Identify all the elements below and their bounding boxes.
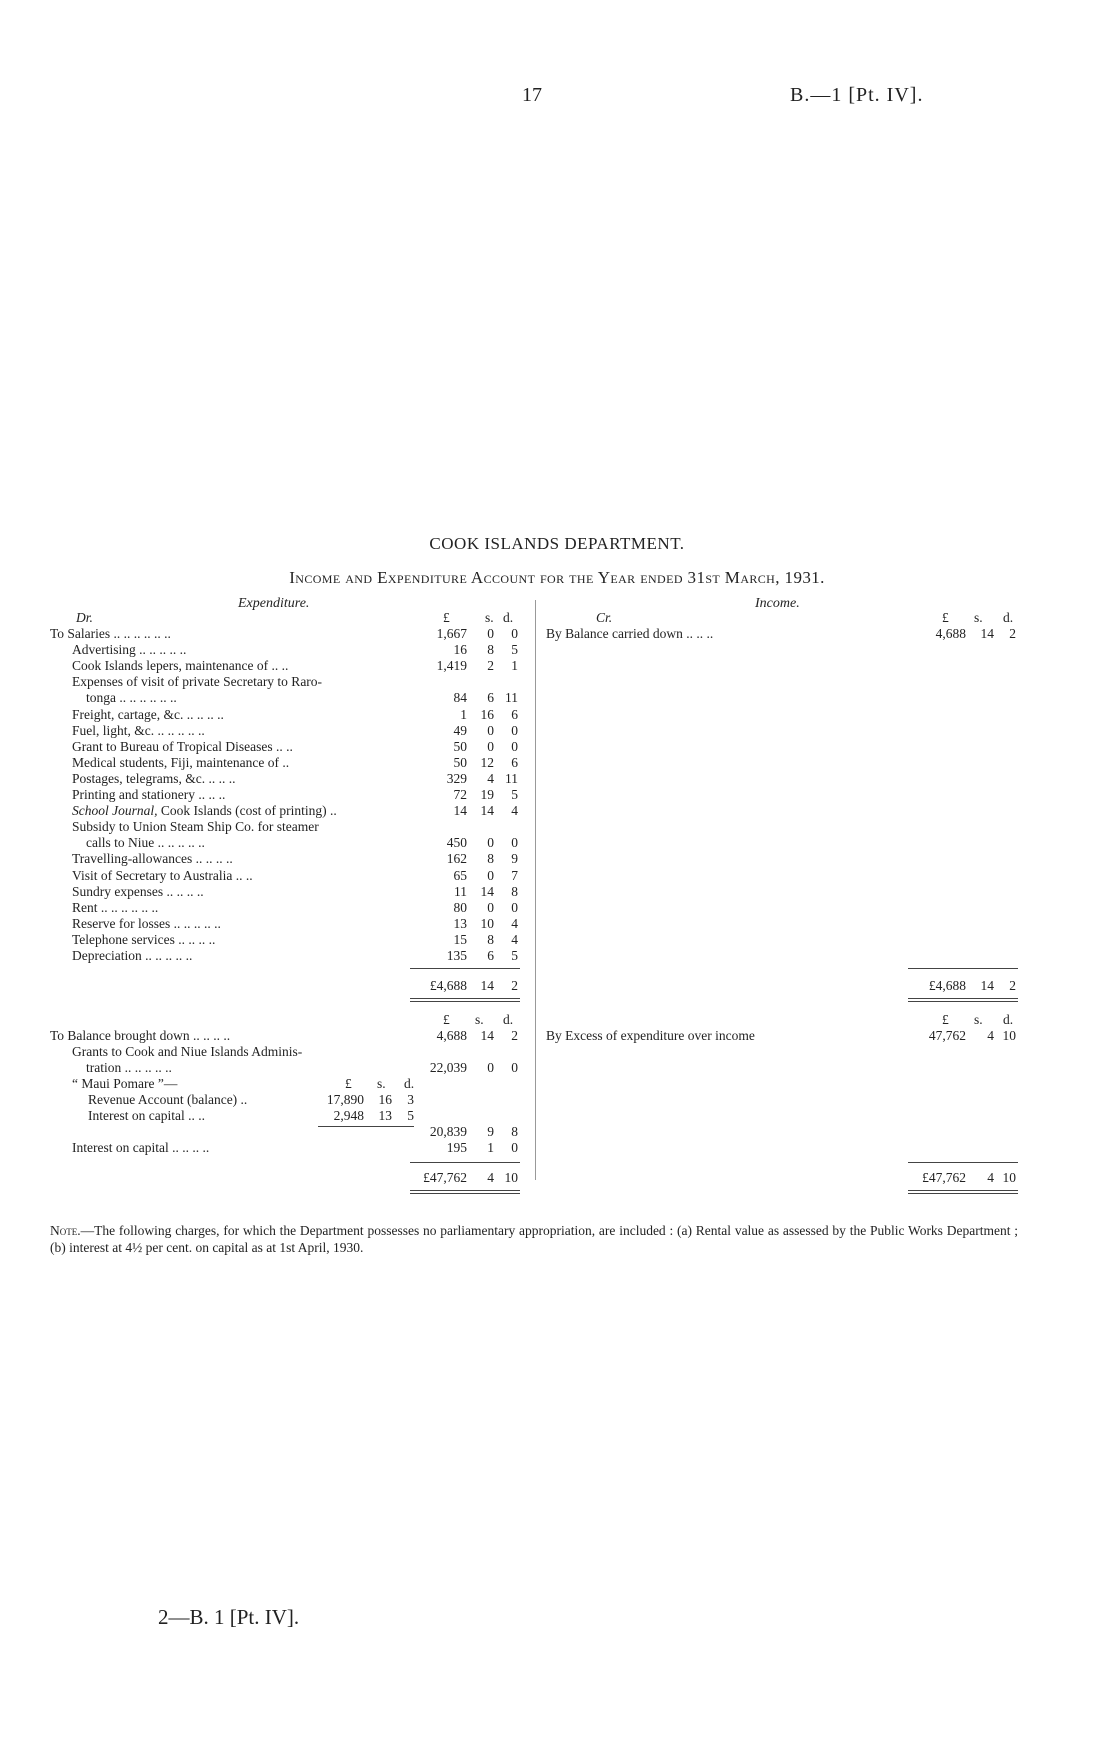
dr-label: Dr.	[76, 610, 93, 625]
expenditure-item-shillings: 0	[487, 867, 494, 883]
income-heading: Income.	[755, 596, 800, 611]
expenditure-item-label-text: Cook Islands lepers, maintenance of .. ..	[72, 658, 289, 674]
exp-total-rule-top	[410, 968, 520, 969]
account-subtitle: Income and Expenditure Account for the Year ended 31st March, 1931.	[289, 568, 825, 587]
expenditure-item-shillings: 0	[487, 738, 494, 754]
exp2-col-d: d.	[503, 1012, 514, 1027]
expenditure-item-pounds: 329	[446, 770, 467, 786]
inc2-total-rule-bottom	[908, 1190, 1018, 1191]
expenditure-item-pounds: 450	[446, 835, 467, 851]
expenditure-item-label	[72, 787, 225, 803]
expenditure-item-label-text: Subsidy to Union Steam Ship Co. for steamer	[72, 819, 319, 835]
exp-total-shillings: 14	[480, 978, 494, 993]
expenditure-item-pounds: 11	[454, 883, 467, 899]
expenditure-item-shillings: 14	[480, 803, 494, 819]
maui-col-d: d.	[404, 1076, 415, 1091]
interest-on-capital-label: Interest on capital .. .. .. ..	[72, 1140, 210, 1155]
exp2-col-s: s.	[475, 1012, 484, 1027]
expenditure-item-shillings: 6	[487, 690, 494, 706]
inc2-total-shillings: 4	[987, 1170, 994, 1185]
expenditure-item-pounds: 80	[453, 899, 467, 915]
expenditure-item-shillings: 10	[480, 915, 494, 931]
expenditure-item-pounds: 162	[446, 851, 467, 867]
expenditure-item-label-text: Depreciation .. .. .. .. ..	[72, 948, 193, 963]
exp2-total-shillings: 4	[487, 1170, 494, 1185]
balance-carried-down-pence: 2	[1009, 626, 1016, 641]
expenditure-item-shillings: 2	[487, 658, 494, 674]
expenditure-item-label-text: Cook Islands (cost of printing) ..	[157, 803, 337, 819]
maui-total-shillings: 9	[487, 1124, 494, 1139]
expenditure-item-pence: 4	[511, 915, 518, 931]
expenditure-item-label	[72, 755, 289, 771]
balance-carried-down-shillings: 14	[980, 626, 994, 641]
inc-total-shillings: 14	[980, 978, 994, 993]
exp2-total-pence: 10	[504, 1170, 518, 1185]
interest-on-capital-pence: 0	[511, 1140, 518, 1155]
exp-col-s: s.	[485, 610, 494, 625]
balance-brought-down-shillings: 14	[480, 1028, 494, 1043]
expenditure-item-label-text: Grant to Bureau of Tropical Diseases .. ..	[72, 738, 293, 754]
inc2-total-pence: 10	[1002, 1170, 1016, 1185]
revenue-pounds: 17,890	[326, 1092, 364, 1107]
expenditure-item-pence: 5	[511, 948, 518, 963]
expenditure-item-pence: 7	[511, 867, 518, 883]
expenditure-item-pence: 6	[511, 706, 518, 722]
maui-pomare-label: “ Maui Pomare ”—	[72, 1076, 178, 1091]
expenditure-item-shillings: 0	[487, 722, 494, 738]
maui-col-s: s.	[377, 1076, 386, 1091]
expenditure-item-label	[72, 642, 186, 658]
exp-col-d: d.	[503, 610, 514, 625]
expenditure-item-pence: 6	[511, 754, 518, 770]
exp-total-rule-bottom2	[410, 1001, 520, 1002]
maui-total-pence: 8	[511, 1124, 518, 1139]
expenditure-item-label	[72, 948, 192, 964]
expenditure-item-label	[72, 900, 158, 916]
expenditure-item-pounds: 15	[453, 931, 467, 947]
page-number: 17	[522, 84, 542, 106]
expenditure-item-pounds: 1,419	[436, 658, 467, 674]
expenditure-item-label	[72, 932, 215, 948]
expenditure-item-pence: 5	[511, 642, 518, 658]
inc2-total-rule-top	[908, 1162, 1018, 1163]
expenditure-item-label-text: Reserve for losses .. .. .. .. ..	[72, 915, 221, 931]
page-title: COOK ISLANDS DEPARTMENT.	[429, 534, 685, 553]
expenditure-heading: Expenditure.	[238, 596, 310, 611]
grants-label-2: tration .. .. .. .. ..	[86, 1060, 172, 1075]
exp2-total-rule-bottom2	[410, 1193, 520, 1194]
balance-brought-down-pence: 2	[511, 1028, 518, 1043]
expenditure-item-label-text: Advertising .. .. .. .. ..	[72, 642, 187, 658]
expenditure-item-label-text: Postages, telegrams, &c. .. .. ..	[72, 770, 236, 786]
expenditure-item-label-text: To Salaries .. .. .. .. .. ..	[50, 626, 171, 641]
expenditure-item-label-italic: School Journal,	[72, 803, 158, 819]
expenditure-item-shillings: 4	[487, 770, 494, 786]
expenditure-item-pence: 11	[505, 690, 518, 706]
grants-label-1: Grants to Cook and Niue Islands Adminis-	[72, 1044, 303, 1059]
interest-capital-sub-pounds: 2,948	[333, 1108, 364, 1123]
expenditure-item-pounds: 72	[453, 787, 467, 802]
exp-total-pence: 2	[511, 978, 518, 993]
expenditure-item-label	[72, 658, 288, 674]
expenditure-item-shillings: 16	[480, 706, 494, 722]
expenditure-item-pounds: 1,667	[436, 626, 467, 641]
footer-reference: 2—B. 1 [Pt. IV].	[158, 1605, 300, 1629]
expenditure-item-pounds: 50	[453, 754, 467, 770]
document-reference: B.—1 [Pt. IV].	[790, 84, 924, 106]
balance-brought-down-label: To Balance brought down .. .. .. ..	[50, 1028, 231, 1043]
interest-capital-sub-label: Interest on capital .. ..	[88, 1108, 205, 1123]
expenditure-item-label-text: Telephone services .. .. .. ..	[72, 931, 216, 947]
inc-total-rule-bottom2	[908, 1001, 1018, 1002]
exp-col-pound: £	[443, 610, 450, 625]
interest-on-capital-shillings: 1	[487, 1140, 494, 1155]
column-divider	[535, 600, 536, 1180]
expenditure-item-label	[86, 690, 177, 706]
expenditure-item-label	[72, 851, 233, 867]
expenditure-item-label	[86, 835, 205, 851]
revenue-pence: 3	[407, 1092, 414, 1107]
expenditure-item-pence: 5	[511, 787, 518, 802]
expenditure-item-pence: 11	[505, 770, 518, 786]
inc2-total-pounds: £47,762	[922, 1170, 966, 1185]
expenditure-item-label-text: calls to Niue .. .. .. .. ..	[86, 835, 205, 851]
expenditure-item-pence: 4	[511, 803, 518, 819]
balance-carried-down-pounds: 4,688	[935, 626, 966, 641]
expenditure-item-pounds: 84	[453, 690, 467, 706]
expenditure-item-label	[72, 819, 319, 835]
expenditure-item-shillings: 8	[487, 851, 494, 867]
inc-col-pound: £	[942, 610, 949, 625]
expenditure-item-pence: 0	[511, 835, 518, 851]
revenue-account-label: Revenue Account (balance) ..	[88, 1092, 248, 1107]
inc-col-d: d.	[1003, 610, 1014, 625]
expenditure-item-label	[72, 916, 221, 932]
expenditure-item-pounds: 14	[453, 803, 467, 819]
expenditure-item-label	[72, 771, 235, 787]
expenditure-item-label	[72, 803, 337, 819]
inc2-col-d: d.	[1003, 1012, 1014, 1027]
expenditure-item-shillings: 6	[487, 948, 494, 963]
expenditure-item-label	[72, 884, 204, 900]
excess-label: By Excess of expenditure over income	[546, 1028, 755, 1043]
expenditure-item-shillings: 0	[487, 835, 494, 851]
footnote	[50, 1222, 1018, 1256]
expenditure-item-shillings: 8	[487, 931, 494, 947]
exp2-total-rule-bottom	[410, 1190, 520, 1191]
expenditure-item-pence: 0	[511, 738, 518, 754]
interest-capital-sub-shillings: 13	[378, 1108, 392, 1123]
exp2-total-rule-top	[410, 1162, 520, 1163]
inc-total-pounds: £4,688	[928, 978, 966, 993]
inc-total-pence: 2	[1009, 978, 1016, 993]
expenditure-item-shillings: 19	[480, 787, 494, 802]
excess-shillings: 4	[987, 1028, 994, 1043]
grants-shillings: 0	[487, 1060, 494, 1075]
expenditure-item-pence: 4	[511, 931, 518, 947]
expenditure-item-label-text: tonga .. .. .. .. .. ..	[86, 690, 177, 706]
expenditure-item-label-text: Fuel, light, &c. .. .. .. .. ..	[72, 722, 205, 738]
inc2-total-rule-bottom2	[908, 1193, 1018, 1194]
cr-label: Cr.	[596, 610, 613, 625]
expenditure-item-label	[72, 723, 205, 739]
inc2-col-s: s.	[974, 1012, 983, 1027]
inc2-col-pound: £	[942, 1012, 949, 1027]
exp2-col-pound: £	[443, 1012, 450, 1027]
expenditure-item-pence: 9	[511, 851, 518, 867]
expenditure-item-pounds: 16	[453, 642, 467, 658]
expenditure-item-pence: 0	[511, 899, 518, 915]
expenditure-item-label	[50, 626, 171, 642]
note-lead: Note.	[50, 1223, 81, 1238]
revenue-shillings: 16	[378, 1092, 392, 1107]
expenditure-item-shillings: 0	[487, 626, 494, 641]
inc-col-s: s.	[974, 610, 983, 625]
expenditure-item-shillings: 8	[487, 642, 494, 658]
expenditure-item-pounds: 1	[460, 706, 467, 722]
grants-pounds: 22,039	[429, 1060, 467, 1075]
expenditure-item-label-text: Travelling-allowances .. .. .. ..	[72, 851, 233, 867]
expenditure-item-pounds: 65	[453, 867, 467, 883]
inc-total-rule-top	[908, 968, 1018, 969]
expenditure-item-label-text: Visit of Secretary to Australia .. ..	[72, 867, 253, 883]
expenditure-item-pounds: 49	[453, 722, 467, 738]
expenditure-item-shillings: 12	[480, 754, 494, 770]
exp-total-rule-bottom	[410, 998, 520, 999]
expenditure-item-pounds: 135	[446, 948, 467, 963]
interest-on-capital-pounds: 195	[446, 1140, 467, 1155]
expenditure-item-label	[72, 739, 293, 755]
excess-pounds: 47,762	[928, 1028, 966, 1043]
expenditure-item-label-text: Expenses of visit of private Secretary to Raro-	[72, 674, 323, 690]
grants-pence: 0	[511, 1060, 518, 1075]
inc-total-rule-bottom	[908, 998, 1018, 999]
expenditure-item-label-text: Printing and stationery .. .. ..	[72, 787, 226, 802]
expenditure-item-pounds: 13	[453, 915, 467, 931]
expenditure-item-label-text: Rent .. .. .. .. .. ..	[72, 899, 159, 915]
maui-total-pounds: 20,839	[429, 1124, 467, 1139]
expenditure-item-label	[72, 707, 224, 723]
expenditure-item-pence: 1	[511, 658, 518, 674]
expenditure-item-pence: 0	[511, 722, 518, 738]
balance-brought-down-pounds: 4,688	[436, 1028, 467, 1043]
expenditure-item-label	[72, 674, 322, 690]
expenditure-item-shillings: 0	[487, 899, 494, 915]
expenditure-item-label-text: Medical students, Fiji, maintenance of ..	[72, 754, 290, 770]
expenditure-item-label-text: Freight, cartage, &c. .. .. .. ..	[72, 706, 224, 722]
expenditure-item-pence: 0	[511, 626, 518, 641]
expenditure-item-shillings: 14	[480, 883, 494, 899]
note-text: —The following charges, for which the Department possesses no parliamentary appropriation, are included : (a) Rental value as assessed by the Public Works Department ; (b) interest at 4½ per cent. on capital as at 1st April, 1930.	[50, 1223, 1018, 1255]
interest-capital-sub-pence: 5	[407, 1108, 414, 1123]
exp2-total-pounds: £47,762	[423, 1170, 467, 1185]
exp-total-pounds: £4,688	[429, 978, 467, 993]
expenditure-item-label-text: Sundry expenses .. .. .. ..	[72, 883, 204, 899]
balance-carried-down-label: By Balance carried down .. .. ..	[546, 626, 714, 641]
maui-subtotal-rule	[318, 1126, 414, 1127]
expenditure-item-pounds: 50	[453, 738, 467, 754]
excess-pence: 10	[1002, 1028, 1016, 1043]
expenditure-item-pence: 8	[511, 883, 518, 899]
expenditure-item-label	[72, 868, 253, 884]
maui-col-pound: £	[345, 1076, 352, 1091]
